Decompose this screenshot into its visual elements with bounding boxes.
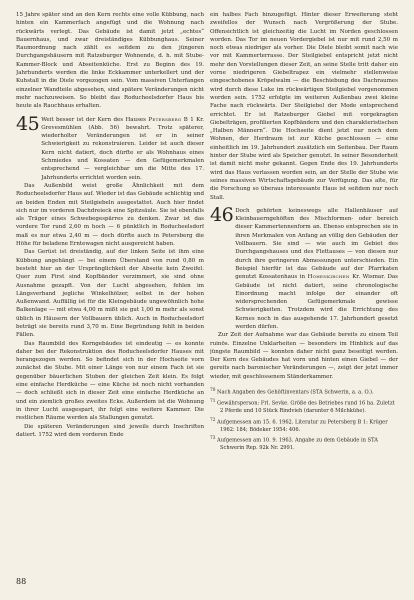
section-46: [210, 203, 398, 331]
section-paragraph: [235, 207, 398, 331]
section-text-start: Weit besser ist der Kern des Hauses: [41, 116, 146, 123]
footnote-text: Gewährsperson: Frl. Sevke. Größe des Betriebes rund 16 ha. Zuletzt 2 Pferde und 10 Stück Rindvieh (darunter 6 Milchkühe).: [217, 400, 395, 415]
footnote-number: 70: [210, 388, 216, 394]
body-paragraph: Zur Zeit der Aufnahme war das Gebäude bereits zu einem Teil ruinös. Einzelne Unklarheiten — besonders im Hinblick auf das jüngste Raumbild — konnten daher nicht ganz beseitigt werden. Der Kern des Gebäudes hat vorn und hinten einen Giebel — der gereits nach baronischer Veränderungen —, zeigt der jetzt immer wieder, mit geschlossenem Ständerkammer.: [210, 332, 398, 380]
section-number: 46: [210, 203, 234, 226]
right-column: [210, 11, 398, 454]
body-paragraph: Das Raumbild des Korngebäudes ist eindeutig — es konnte daher bei der Rekonstruktion des Roducheelsdorfer Hauses mit herangezogen werden. So befindet sich in der Hochseite vorn zunächst die Stube. Mit einer Länge von nur einem Fach ist sie gegenüber bäuerlichen Stuben der gleichen Zeit klein. Es folgt eine einfache Herdküche — eine Küche ist noch nicht vorhanden — doch schließt sich in dieser Zeit eine einfache Herdküche an und ein ziemlich großes zweites Ecke. Außerdem ist die Wohnung in ihrer Lucht ausgespart, ihr folgt eine weitere Kammer. Die restlichen Räume werden als Stallungen genutzt.: [16, 340, 204, 422]
footnote-text: Aufgemessen am 15. 6. 1962. Literatur zu Petersberg B 1: Krüger 1962: 184; Bödeker 1954: 406.: [217, 419, 388, 433]
footnote-number: 73: [210, 436, 216, 442]
footnote-text: Nach Angaben des Gehöftinventars (STA Schwerin, a. a. O.).: [217, 389, 374, 396]
body-paragraph: Die späteren Veränderungen sind jeweils durch Inschriften datiert. 1752 wird dem vorderen Ende: [16, 423, 204, 438]
place-name: Petersberg: [148, 116, 182, 123]
footnote-text: Aufgemessen am 10. 9. 1963. Angabe zu dem Gebäude in STA Schwerin Rep. 92k Nr. 2991.: [217, 437, 378, 452]
footnote-number: 72: [210, 417, 216, 423]
body-paragraph: Das Gerüst ist dreiständig, auf der linken Seite ist ihm eine Kübbung angehängt — bei einem Überstand von rund 0,80 m besteht hier an der Ursprünglichkeit der Abseite kein Zweifel. Quer zum First sind Kopfbänder verzimmert, sie sind ohne Ausnahme gezapft. Von der Lucht abgesehen, fehlen im Längsverband jegliche Winkelhölzer, selbst in der hohen Außenwand. Auffällig ist für die Kleingebäude ungewöhnlich hohe Balkenlage — mit etwa 4,00 m mißt sie gut 1,00 m mehr als sonst üblich in Häusern der Vollbauern üblich. Auch in Roducheelsdorf beträgt sie bereits rund 3,70 m. Eine Begründung fehlt in beiden Fällen.: [16, 249, 204, 339]
footnotes: [210, 387, 398, 453]
footnote: [210, 387, 398, 397]
body-paragraph: Das Außenbild weist große Ähnlichkeit mit dem Roducheelsdorfer Haus auf. Wieder ist das Gebäude schlichtig und an beiden Enden mit Steilgiebeln ausgestattet. Auch hier findet sich nur im vorderen Dachdreieck eine Spitzsäule. Sie ist ebenfalls als Träger eines Schwebegespärres zu denken. Zwar ist das vordere Tor rund 2,60 m hoch — 6 pünktlich in Roducheelsdorf maß es nur etwa 2,40 m — doch dürfte auch in Petersberg die Höhe für beladene Erntewagen nicht ausgereicht haben.: [16, 182, 204, 248]
section-number: 45: [16, 112, 40, 135]
section-text-end: Kr. Wismar. Das Gebäude ist nicht datiert, seine chronologische Einordnung macht infolge der einander oft widersprechenden Gefügemerkmale gewisse Schwierigkeiten. Trotzdem wird die Errichtung des Kernes noch in das ausgehende 17. Jahrhundert gesetzt werden dürfen.: [235, 274, 398, 330]
footnote: [210, 398, 398, 416]
section-45: [16, 112, 204, 182]
section-paragraph: [41, 116, 204, 182]
place-name: Hohenkirchen: [307, 274, 350, 281]
section-text-start: Doch gehörten keineswegs alle Hallenhäuser auf Kleinbauerngehöften des Mischformen- oder bereich dieser Kammertennenform an. Ebenso entsprechen sie in ihren Merkmalen von Anfang an völlig den Gebäuden der Vollbauern. Sie sind — wie auch im Gebiet des Durchgangshauses und des Flettauses — von diesen nur durch ihre geringeren Abmessungen unterschieden. Ein Beispiel hierfür ist das Gebäude auf der Pfarrkaten genutzt Kossatenhaus in: [235, 207, 398, 281]
footnote-number: 71: [210, 399, 216, 405]
page-number: 88: [16, 577, 27, 586]
body-paragraph: ein halbes Fach hinzugefügt. Hinter dieser Erweiterung steht zweifellos der Wunsch nach Vergrößerung der Stube. Offensichtlich ist gleichzeitig die Lucht im Norden geschlossen worden. Das Tor im neuen Vordergiebel ist nur mit rund 2,50 m noch etwas niedriger als vorher. Die Diele bleibt somit nach wie vor mit Kammerterrasse. Der Steilgiebel entspricht jetzt nicht mehr den Vorstellungen dieser Zeit, an seine Stelle tritt daher ein vorne niedrigeren Giebeltrapez ein vielmehr stellenweise eingeschobenes Kröpelwalm — die Beschiebung des Dachraumes wird durch diese Luke im rückwärtigen Steilgiebel vorgenommen worden sein. 1752 erfolgte im weiteren Außenbau zwei kleine Fache nach rückwärts. Der Steilgiebel der Mode entsprechend errichtet. Er ist Ratzeburger Giebel mit vorgekragten Giebelträgen, profilierten Kopfbändern und den charakteristischen „Halben Männern“. Die Hochseite dient jetzt nur noch dem Wohnen, der Herdraum ist zur Küche geschlossen — eine einheitlich im 19. Jahrhundert zusätzlich ein Seitenbau. Der Raum hinter der Stube wird als Speicher genutzt. In seiner Besonderheit ist damit nicht mehr gekannt. Gegen Ende des 19. Jahrhunderts wird das Haus verlassen worden sein, an der Stelle der Stube wie seines massiven Wirtschaftsgebäude zur Verfügung. Das alte, für die Forschung so überaus interessante Haus ist seitdem nur noch Stall.: [210, 12, 398, 201]
footnote: [210, 435, 398, 453]
footnote: [210, 417, 398, 435]
left-column: [16, 11, 204, 439]
section-text-end: B 1 Kr. Grevesmühlen (Abb. 56) bewahrt. Trotz späterer, wiederholter Veränderungen ist er in seiner Schwierigkeit zu rekonstruieren. Leider ist auch dieser Kern nicht datiert, doch dürfte er als Wohnhaus eines Schmiedes und Kossaten — den Gefügemerkmalen entsprechend — vergleichbar um die Mitte des 17. Jahrhunderts errichtet worden sein.: [41, 116, 204, 181]
intro-paragraph: 15 Jahre später sind an den Kern rechts eine volle Kübbung, nach hinten ein Kammerfach angefügt und die Wohnung nach rückwärts verlegt. Das Gebäude ist damit jetzt „echtes“ Bauernhaus, und zwar dreiständiges Kübbunghaus. Seiner Raumordnung nach zählt es seitdem zu den jüngeren Durchgangshäusern mit Ratzeburger Wohnende, d. h. mit Stube-Kammer-Block und Abseitenküche. Erst zu Beginn des 19. Jahrhunderts werden die linke Eckkammer unterkellert und der Kuhstall in die Diele vorgezogen sein. Vom massiven Unterfangen einzelner Wandteile abgesehen, sind spätere Veränderungen nicht mehr nachzuweisen. So bleibt das Roducheelsdorfer Haus bis heute als Rauchhaus erhalten.: [16, 12, 204, 110]
